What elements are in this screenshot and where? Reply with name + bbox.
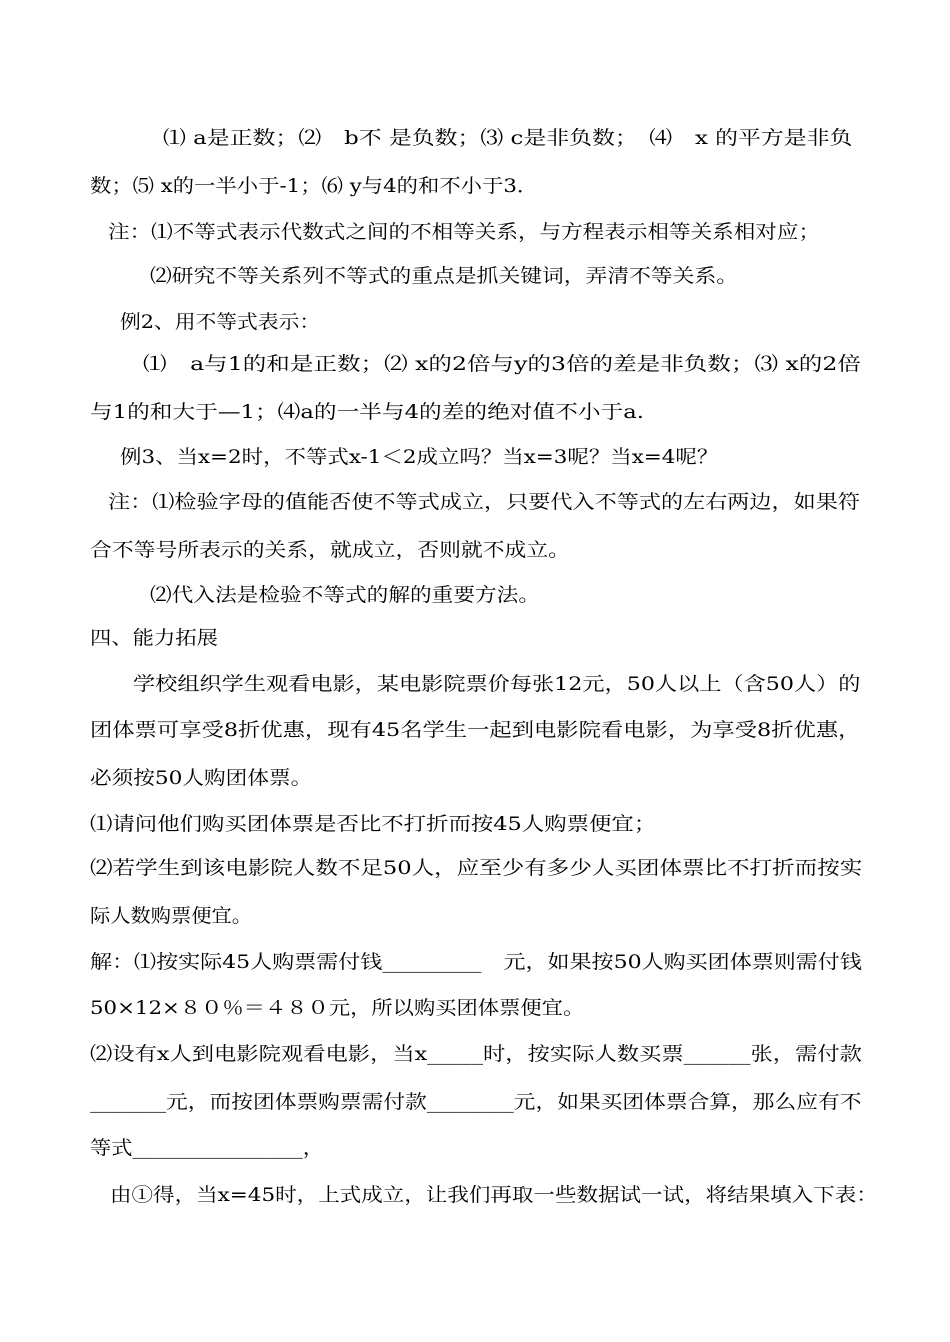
text-line: 必须按50人购团体票。: [90, 767, 313, 789]
text-line: 际人数购票便宜。: [90, 905, 253, 927]
text-line: ⑵设有x人到电影院观看电影，当x_____时，按实际人数买票______张，需付款: [90, 1043, 862, 1065]
text-line: 注：⑴检验字母的值能否使不等式成立，只要代入不等式的左右两边，如果符: [108, 491, 861, 513]
text-line: ⑵代入法是检验不等式的解的重要方法。: [150, 584, 541, 606]
text-line: 例3、当x=2时，不等式x-1＜2成立吗？当x=3呢？当x=4呢？: [120, 446, 719, 468]
text-line: 数；⑸ x的一半小于-1；⑹ y与4的和不小于3．: [90, 175, 539, 197]
section-heading: 四、能力拓展: [90, 627, 219, 649]
text-line: ⑵若学生到该电影院人数不足50人，应至少有多少人买团体票比不打折而按实: [90, 857, 863, 879]
text-line: ⑵研究不等关系列不等式的重点是抓关键词，弄清不等关系。: [150, 265, 739, 287]
text-line: ⑴ a是正数；⑵ b不 是负数；⑶ c是非负数； ⑷ x 的平方是非负: [163, 127, 853, 149]
text-line: 学校组织学生观看电影，某电影院票价每张12元，50人以上（含50人）的: [133, 673, 861, 695]
text-line: 例2、用不等式表示：: [120, 311, 321, 333]
text-line: 解：⑴按实际45人购票需付钱_________ 元，如果按50人购买团体票则需付钱: [90, 951, 862, 973]
text-line: 注：⑴不等式表示代数式之间的不相等关系，与方程表示相等关系相对应；: [108, 221, 821, 243]
text-line: 与1的和大于—1；⑷a的一半与4的差的绝对值不小于a.: [90, 401, 644, 423]
text-line: 50×12×８０％＝４８０元，所以购买团体票便宜。: [90, 997, 585, 1019]
text-line: 由①得，当x=45时，上式成立，让我们再取一些数据试一试，将结果填入下表：: [110, 1184, 878, 1206]
text-line: 合不等号所表示的关系，就成立，否则就不成立。: [90, 539, 571, 561]
text-line: ⑴ a与1的和是正数；⑵ x的2倍与y的3倍的差是非负数；⑶ x的2倍: [143, 353, 861, 375]
text-line: _______元，而按团体票购票需付款________元，如果买团体票合算，那么应有不: [90, 1091, 862, 1113]
text-line: 等式________________，: [90, 1137, 325, 1159]
text-line: ⑴请问他们购买团体票是否比不打折而按45人购票便宜；: [90, 813, 657, 835]
text-line: 团体票可享受8折优惠，现有45名学生一起到电影院看电影，为享受8折优惠，: [90, 719, 861, 741]
